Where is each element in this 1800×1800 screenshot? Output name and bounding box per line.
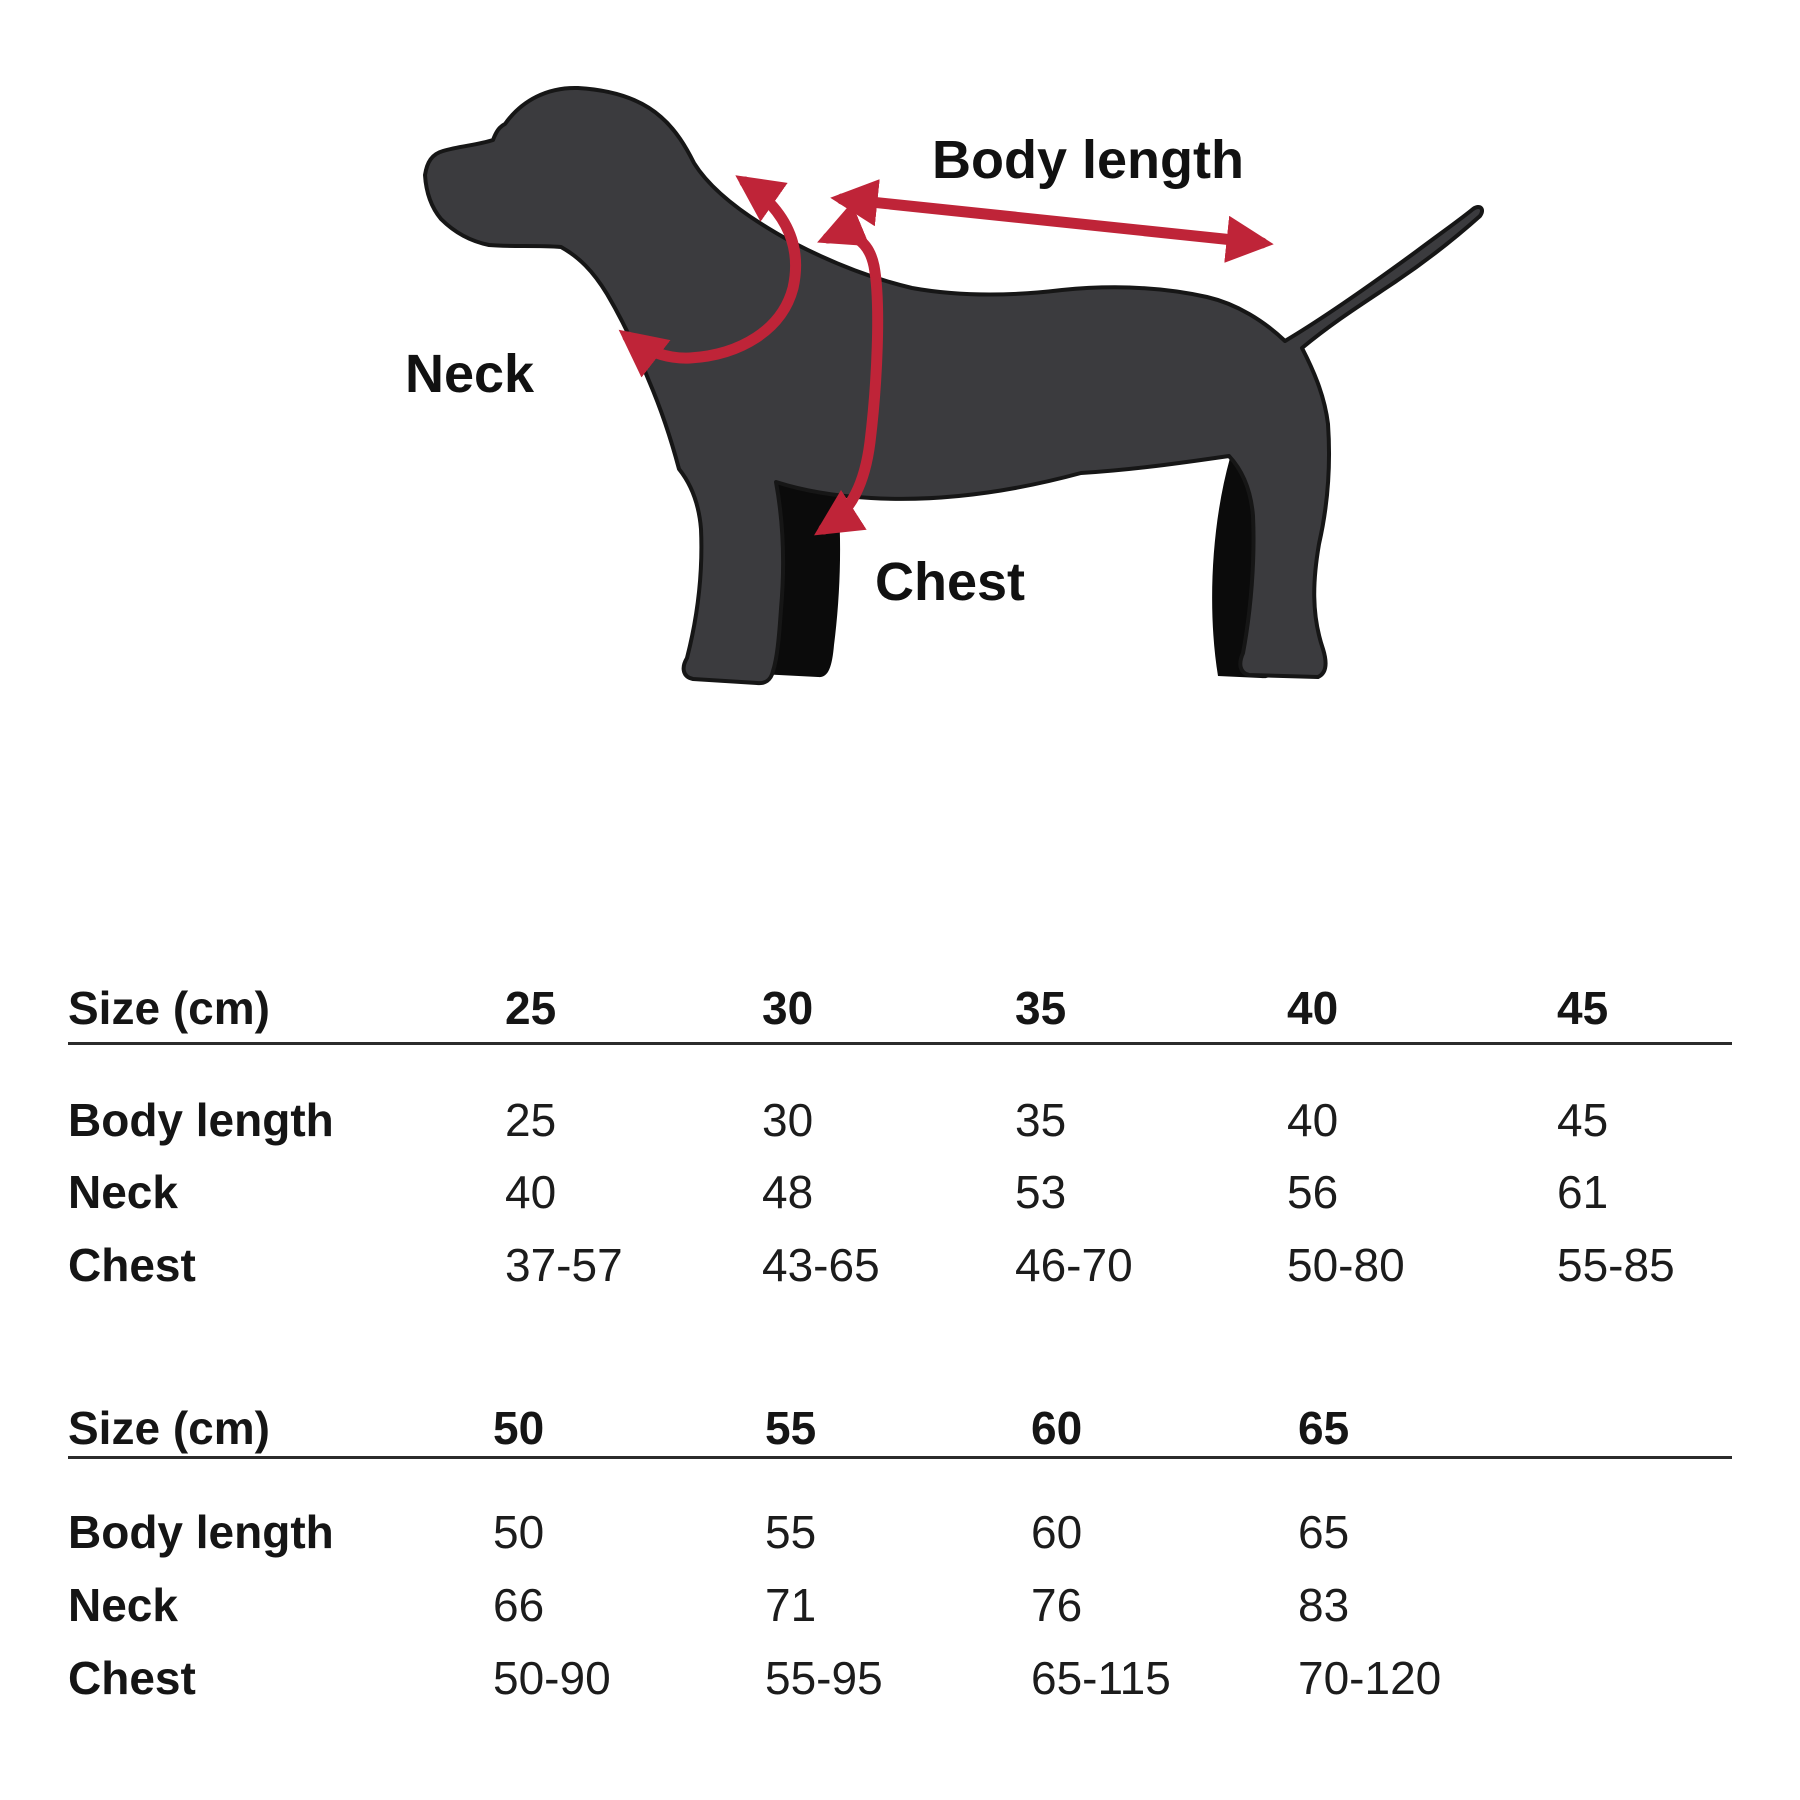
size-table-2-col-header: 55	[765, 1402, 817, 1454]
table-cell: 40	[1287, 1094, 1339, 1146]
table-cell: 45	[1557, 1094, 1609, 1146]
table-1-divider	[68, 1042, 1732, 1045]
table-row-chest	[68, 1650, 1732, 1706]
table-cell: 30	[762, 1094, 814, 1146]
row-label: Neck	[68, 1166, 178, 1218]
size-table-1-header-row	[68, 980, 1732, 1036]
row-label: Chest	[68, 1652, 196, 1704]
table-cell: 65-115	[1031, 1652, 1171, 1704]
table-cell: 35	[1015, 1094, 1067, 1146]
table-cell: 25	[505, 1094, 557, 1146]
size-table-1-col-header: 45	[1557, 982, 1609, 1034]
dog-measurement-diagram	[0, 0, 1800, 760]
size-table-1-col-header: 25	[505, 982, 557, 1034]
table-cell: 71	[765, 1579, 817, 1631]
chest-label: Chest	[875, 552, 1026, 612]
size-table-2-header-row	[68, 1400, 1732, 1456]
table-row-body-length	[68, 1092, 1732, 1148]
table-cell: 50	[493, 1506, 545, 1558]
size-table-2-col-header: 50	[493, 1402, 545, 1454]
size-table-1-header-label: Size (cm)	[68, 982, 270, 1034]
table-cell: 83	[1298, 1579, 1350, 1631]
row-label: Neck	[68, 1579, 178, 1631]
table-row-body-length	[68, 1504, 1732, 1560]
table-cell: 56	[1287, 1166, 1339, 1218]
table-row-neck	[68, 1577, 1732, 1633]
table-cell: 60	[1031, 1506, 1083, 1558]
size-table-2-header-label: Size (cm)	[68, 1402, 270, 1454]
row-label: Body length	[68, 1506, 334, 1558]
table-2-divider	[68, 1456, 1732, 1459]
neck-label: Neck	[405, 344, 535, 404]
table-cell: 48	[762, 1166, 814, 1218]
body-length-arrow	[842, 199, 1262, 243]
size-table-1-col-header: 30	[762, 982, 814, 1034]
table-cell: 53	[1015, 1166, 1067, 1218]
row-label: Chest	[68, 1239, 196, 1291]
table-cell: 76	[1031, 1579, 1083, 1631]
size-table-1-col-header: 40	[1287, 982, 1339, 1034]
table-row-neck	[68, 1164, 1732, 1220]
size-table-1-col-header: 35	[1015, 982, 1067, 1034]
size-table-2-col-header: 60	[1031, 1402, 1083, 1454]
table-cell: 40	[505, 1166, 557, 1218]
table-cell: 50-90	[493, 1652, 611, 1704]
row-label: Body length	[68, 1094, 334, 1146]
table-cell: 66	[493, 1579, 545, 1631]
table-cell: 50-80	[1287, 1239, 1405, 1291]
table-cell: 37-57	[505, 1239, 623, 1291]
table-cell: 55-85	[1557, 1239, 1675, 1291]
table-cell: 70-120	[1298, 1652, 1442, 1704]
body-length-label: Body length	[932, 130, 1244, 190]
table-cell: 61	[1557, 1166, 1609, 1218]
table-cell: 65	[1298, 1506, 1350, 1558]
table-cell: 55-95	[765, 1652, 883, 1704]
table-cell: 46-70	[1015, 1239, 1133, 1291]
table-row-chest	[68, 1237, 1732, 1293]
size-table-2-col-header: 65	[1298, 1402, 1350, 1454]
table-cell: 43-65	[762, 1239, 880, 1291]
table-cell: 55	[765, 1506, 817, 1558]
